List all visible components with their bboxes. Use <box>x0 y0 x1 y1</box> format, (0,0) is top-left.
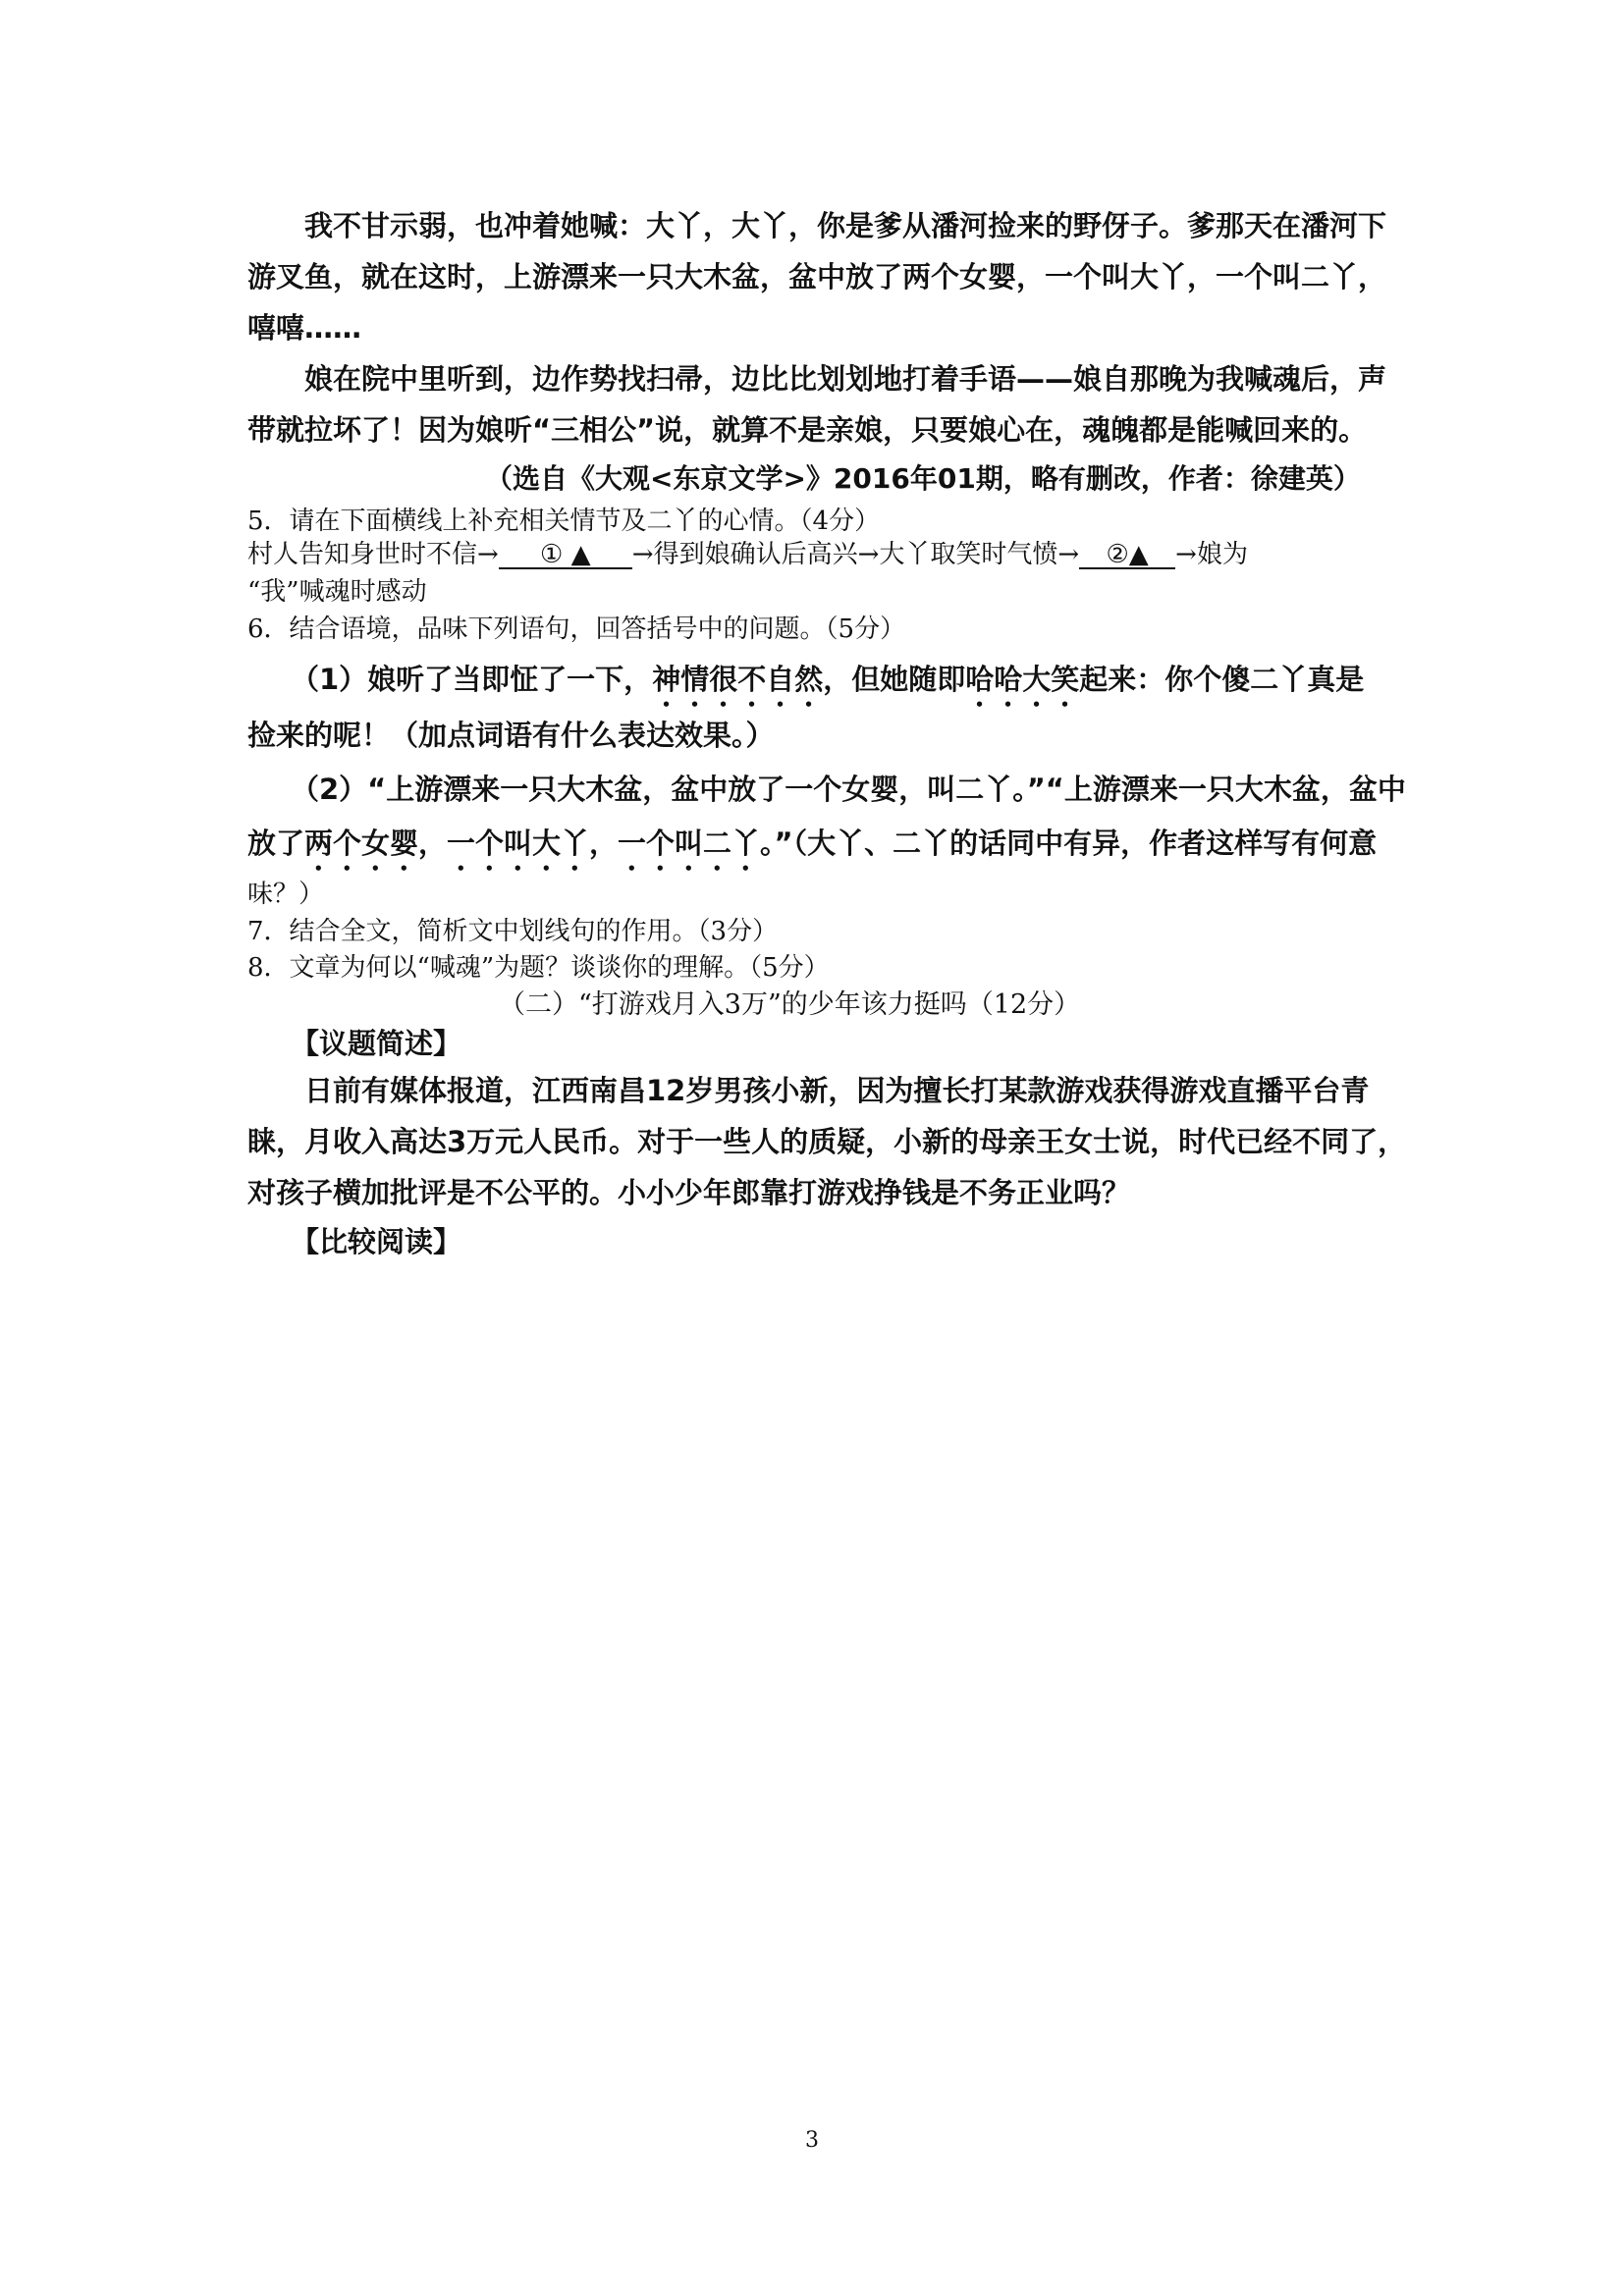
question-5-flow-line-2: “我”喊魂时感动 <box>247 577 427 607</box>
sentence-text: 。”（大丫、二丫的话同中有异，作者这样写有何意 <box>760 827 1378 860</box>
question-5-flow-line-1 <box>247 542 1248 569</box>
question-6-sentence-1-line-2: 捡来的呢！（加点词语有什么表达效果。） <box>247 719 775 752</box>
sentence-text: 起来：你个傻二丫真是 <box>1079 663 1365 696</box>
issue-summary-line-2: 睐，月收入高达3万元人民币。对于一些人的质疑，小新的母亲王女士说，时代已经不同了， <box>247 1125 1407 1158</box>
comparative-reading-heading: 【比较阅读】 <box>291 1225 462 1258</box>
section-2-title: （二）“打游戏月入3万”的少年该力挺吗（12分） <box>499 989 1081 1020</box>
flow-segment: 村人告知身世时不信→ <box>247 540 499 569</box>
sentence-text: 放了 <box>247 827 305 860</box>
issue-summary-heading: 【议题简述】 <box>291 1027 462 1060</box>
sentence-text: ，但她随即 <box>823 663 966 696</box>
question-6-sentence-2-line-3: 味？） <box>247 880 325 909</box>
passage-paragraph-2-line-1: 娘在院中里听到，边作势找扫帚，边比比划划地打着手语——娘自那晚为我喊魂后，声 <box>304 362 1387 396</box>
question-6-sentence-2-line-2 <box>247 827 1377 878</box>
passage-paragraph-1-line-2: 游叉鱼，就在这时，上游漂来一只大木盆，盆中放了两个女婴，一个叫大丫，一个叫二丫， <box>247 260 1387 294</box>
question-6-stem: 6．结合语境，品味下列语句，回答括号中的问题。（5分） <box>247 614 906 644</box>
passage-paragraph-2-line-2: 带就拉坏了！因为娘听“三相公”说，就算不是亲娘，只要娘心在，魂魄都是能喊回来的。 <box>247 413 1368 447</box>
dotted-phrase-1: 神情很不自然 <box>652 663 824 696</box>
passage-paragraph-1-line-3: 嘻嘻…… <box>247 311 362 345</box>
question-5-stem: 5．请在下面横线上补充相关情节及二丫的心情。（4分） <box>247 507 881 536</box>
dotted-phrase-2: 哈哈大笑 <box>965 663 1080 696</box>
passage-source: （选自《大观<东京文学>》2016年01期，略有删改，作者：徐建英） <box>485 462 1361 495</box>
issue-summary-line-1: 日前有媒体报道，江西南昌12岁男孩小新，因为擅长打某款游戏获得游戏直播平台青 <box>304 1074 1370 1107</box>
question-8: 8．文章为何以“喊魂”为题？谈谈你的理解。（5分） <box>247 953 830 983</box>
passage-paragraph-1-line-1: 我不甘示弱，也冲着她喊：大丫，大丫，你是爹从潘河捡来的野伢子。爹那天在潘河下 <box>304 209 1387 242</box>
flow-segment: →娘为 <box>1175 540 1248 569</box>
question-6-sentence-1-line-1 <box>291 663 1364 714</box>
flow-segment: →得到娘确认后高兴→大丫取笑时气愤→ <box>631 540 1080 569</box>
answer-blank-2: ②▲ <box>1079 542 1175 569</box>
dotted-phrase-3: 两个女婴，一个叫大丫，一个叫二丫 <box>304 827 761 860</box>
answer-blank-1: ① ▲ <box>499 542 632 569</box>
question-7: 7．结合全文，简析文中划线句的作用。（3分） <box>247 917 779 946</box>
question-6-sentence-2-line-1: （2）“上游漂来一只大木盆，盆中放了一个女婴，叫二丫。”“上游漂来一只大木盆，盆中 <box>291 773 1406 806</box>
page-number: 3 <box>805 2128 819 2153</box>
sentence-text: （1）娘听了当即怔了一下， <box>291 663 653 696</box>
issue-summary-line-3: 对孩子横加批评是不公平的。小小少年郎靠打游戏挣钱是不务正业吗？ <box>247 1176 1131 1209</box>
